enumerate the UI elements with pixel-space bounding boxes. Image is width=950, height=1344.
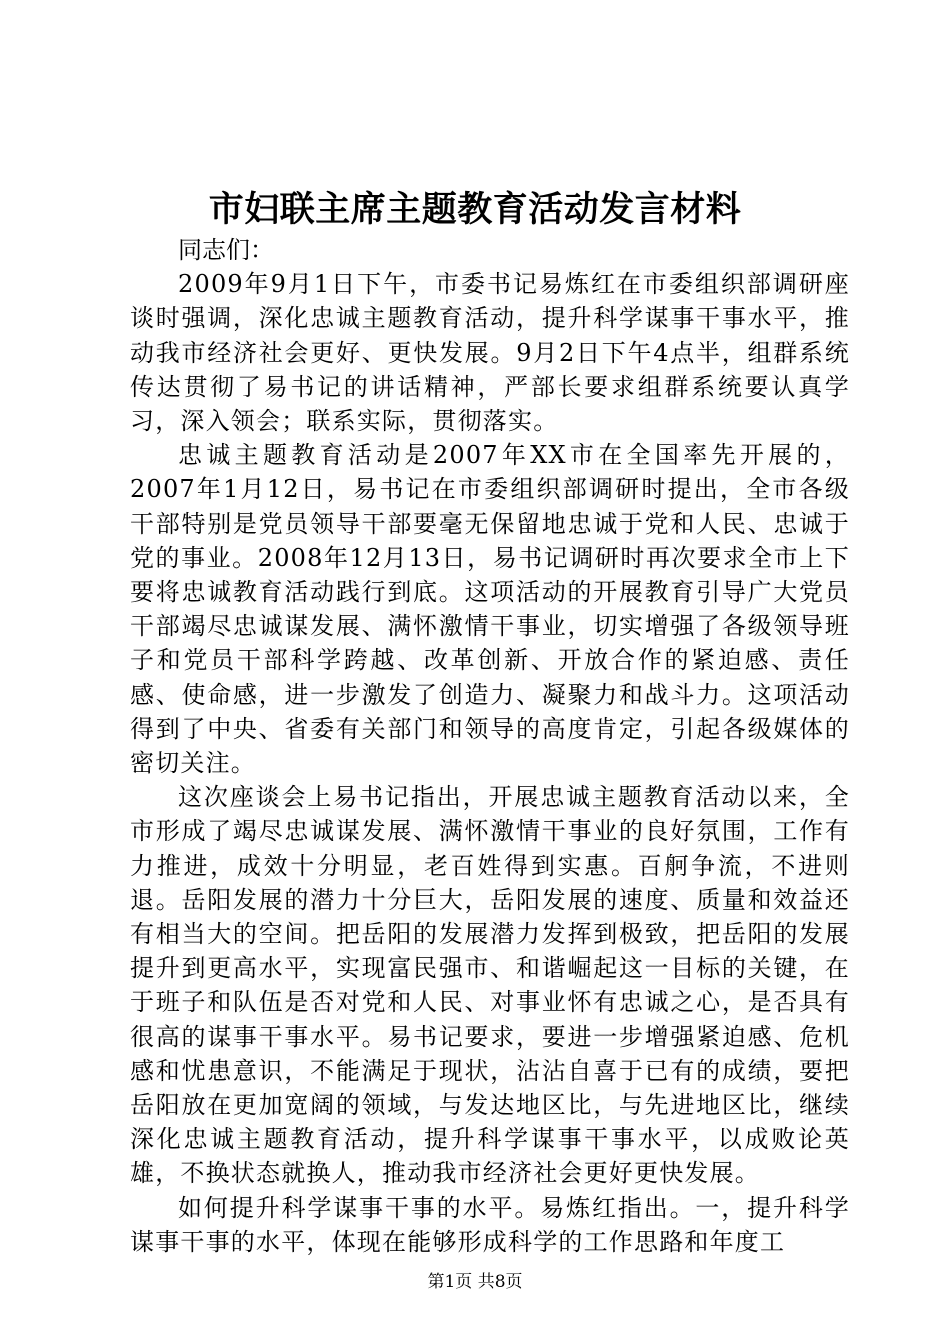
greeting: 同志们：	[178, 236, 274, 264]
page-number: 第1页 共8页	[427, 1272, 523, 1292]
paragraph-3: 这次座谈会上易书记指出，开展忠诚主题教育活动以来，全市形成了竭尽忠诚谋发展、满怀激情干事业的良好氛围，工作有力推进，成效十分明显，老百姓得到实惠。百舸争流，不进则退。岳阳发展的潜力十分巨大，岳阳发展的速度、质量和效益还有相当大的空间。把岳阳的发展潜力发挥到极致，把岳阳的发展提升到更高水平，实现富民强市、和谐崛起这一目标的关键，在于班子和队伍是否对党和人民、对事业怀有忠诚之心，是否具有很高的谋事干事水平。易书记要求，要进一步增强紧迫感、危机感和忧患意识，不能满足于现状，沾沾自喜于已有的成绩，要把岳阳放在更加宽阔的领域，与发达地区比，与先进地区比，继续深化忠诚主题教育活动，提升科学谋事干事水平，以成败论英雄，不换状态就换人，推动我市经济社会更好更快发展。	[130, 783, 850, 1188]
paragraph-2: 忠诚主题教育活动是2007年XX市在全国率先开展的，2007年1月12日，易书记在市委组织部调研时提出，全市各级干部特别是党员领导干部要毫无保留地忠诚于党和人民、忠诚于党的事业。2008年12月13日，易书记调研时再次要求全市上下要将忠诚教育活动践行到底。这项活动的开展教育引导广大党员干部竭尽忠诚谋发展、满怀激情干事业，切实增强了各级领导班子和党员干部科学跨越、改革创新、开放合作的紧迫感、责任感、使命感，进一步激发了创造力、凝聚力和战斗力。这项活动得到了中央、省委有关部门和领导的高度肯定，引起各级媒体的密切关注。	[130, 441, 850, 778]
paragraph-4: 如何提升科学谋事干事的水平。易炼红指出。一，提升科学谋事干事的水平，体现在能够形成科学的工作思路和年度工	[130, 1193, 850, 1256]
document-body	[130, 233, 850, 1259]
paragraph-1: 2009年9月1日下午，市委书记易炼红在市委组织部调研座谈时强调，深化忠诚主题教育活动，提升科学谋事干事水平，推动我市经济社会更好、更快发展。9月2日下午4点半，组群系统传达贯彻了易书记的讲话精神，严部长要求组群系统要认真学习，深入领会；联系实际，贯彻落实。	[130, 270, 850, 436]
document-title: 市妇联主席主题教育活动发言材料	[208, 189, 742, 230]
